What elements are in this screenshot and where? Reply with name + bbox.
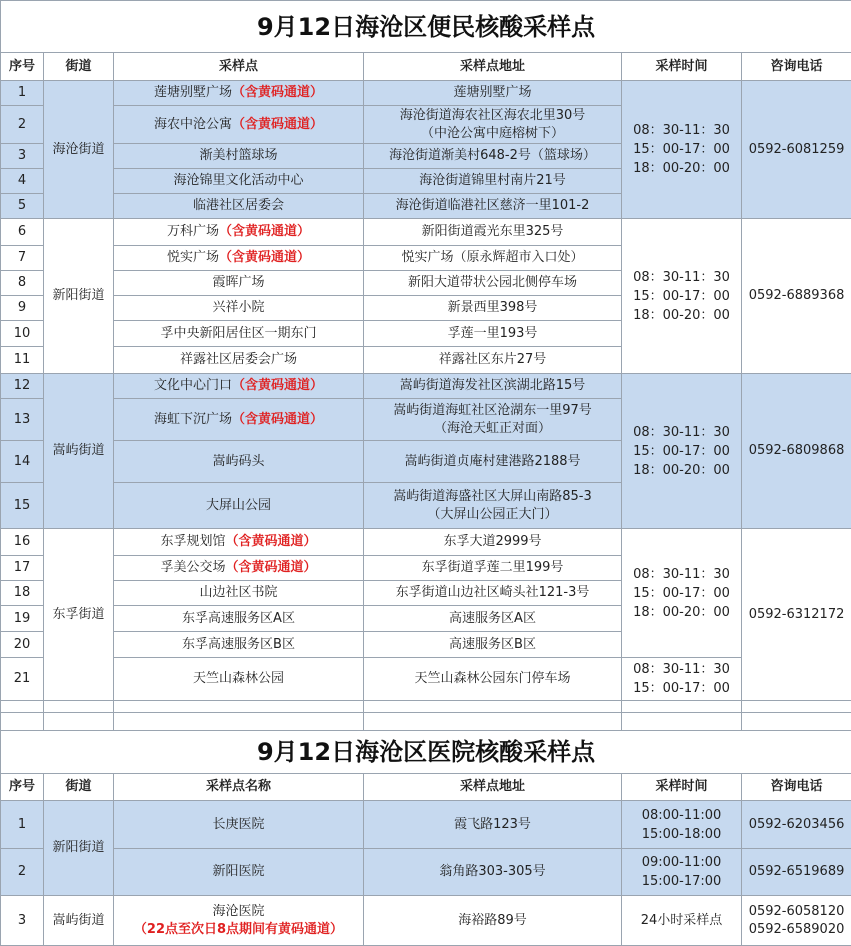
row-number-text: 6 (18, 224, 26, 239)
site-address-text: 海沧街道渐美村648-2号（篮球场） (389, 148, 596, 163)
row-number-text: 13 (14, 412, 31, 427)
sampling-time (622, 219, 742, 374)
row-number-text: 14 (14, 454, 31, 469)
row-number-text: 5 (18, 198, 26, 213)
row-number (1, 271, 44, 296)
street-cell (44, 801, 114, 896)
site-name (114, 219, 364, 246)
site-name-text: 孚中央新阳居住区一期东门 (160, 326, 316, 341)
site-address (364, 169, 622, 194)
site-address-text: 翁角路303-305号 (439, 864, 545, 879)
site-address-text: 祥露社区东片27号 (439, 352, 547, 367)
street-cell (44, 896, 114, 946)
column-header (1, 53, 44, 81)
site-name-text: 天竺山森林公园 (193, 671, 284, 686)
site-name-text: 海沧医院 (212, 904, 264, 919)
row-number-text: 20 (14, 637, 31, 652)
street-cell-text: 东孚街道 (52, 607, 104, 622)
row-number-text: 18 (14, 585, 31, 600)
sampling-time (622, 658, 742, 701)
site-name-text: 海虹下沉广场 (154, 412, 232, 427)
site-address (364, 144, 622, 169)
column-header-text: 街道 (65, 779, 91, 794)
site-address-text: 高速服务区A区 (449, 611, 536, 626)
street-cell (44, 81, 114, 219)
site-address-text: 嵩屿街道贞庵村建港路2188号 (404, 454, 580, 469)
site-address-text: 嵩屿街道海发社区滨湖北路15号 (400, 378, 586, 393)
empty-cell (364, 713, 622, 731)
table-row (1, 658, 851, 701)
column-header-text: 采样点 (219, 59, 258, 74)
site-address (364, 658, 622, 701)
table-title (1, 731, 851, 774)
street-cell-text: 新阳街道 (52, 288, 104, 303)
site-address-text: 天竺山森林公园东门停车场 (414, 671, 570, 686)
site-name (114, 849, 364, 896)
yellow-code-channel-tag: （含黄码通道） (232, 378, 323, 393)
row-number-text: 2 (18, 117, 26, 132)
site-name-text: 山边社区书院 (199, 585, 277, 600)
contact-phone-text: 0592-6081259 (749, 142, 845, 157)
site-name-text: 长庚医院 (212, 817, 264, 832)
empty-cell (44, 701, 114, 713)
table-row (1, 896, 851, 946)
row-number (1, 219, 44, 246)
row-number (1, 849, 44, 896)
column-header-text: 采样点地址 (460, 59, 525, 74)
contact-phone (742, 849, 851, 896)
sampling-time-text: 08:00-11:00 15:00-18:00 (642, 808, 722, 842)
site-address-text: 新阳大道带状公园北侧停车场 (408, 275, 577, 290)
row-number-text: 10 (14, 326, 31, 341)
table-row (1, 529, 851, 556)
column-header (364, 774, 622, 801)
empty-cell (1, 713, 44, 731)
empty-cell (742, 701, 851, 713)
site-address (364, 896, 622, 946)
row-number-text: 9 (18, 300, 26, 315)
yellow-code-channel-tag: （含黄码通道） (219, 250, 310, 265)
column-header-text: 采样时间 (655, 779, 707, 794)
site-address-text: 海沧街道海农社区海农北里30号 （中沧公寓中庭榕树下） (400, 108, 586, 141)
sampling-time-text: 24小时采样点 (641, 913, 723, 928)
contact-phone-text: 0592-6809868 (749, 443, 845, 458)
site-address-text: 东孚街道山边社区崎头社121-3号 (396, 585, 590, 600)
sampling-time-text: 09:00-11:00 15:00-17:00 (642, 855, 722, 889)
site-name-text: 文化中心门口 (154, 378, 232, 393)
column-header-text: 序号 (9, 59, 35, 74)
contact-phone-text: 0592-6312172 (749, 607, 845, 622)
site-name (114, 169, 364, 194)
sampling-time-text: 08：30-11：30 15：00-17：00 18：00-20：00 (633, 123, 730, 176)
empty-cell (44, 713, 114, 731)
row-number-text: 16 (14, 534, 31, 549)
site-name (114, 399, 364, 441)
row-number (1, 246, 44, 271)
site-name (114, 246, 364, 271)
row-number (1, 194, 44, 219)
site-address-text: 海沧街道临港社区慈济一里101-2 (396, 198, 590, 213)
table-row (1, 374, 851, 399)
site-name (114, 144, 364, 169)
column-header (114, 774, 364, 801)
row-number-text: 21 (14, 671, 31, 686)
sampling-time-text: 08：30-11：30 15：00-17：00 18：00-20：00 (633, 270, 730, 323)
column-header (742, 774, 851, 801)
street-cell-text: 嵩屿街道 (52, 913, 104, 928)
site-name-text: 万科广场 (167, 224, 219, 239)
row-number-text: 3 (18, 148, 26, 163)
row-number-text: 17 (14, 560, 31, 575)
row-number-text: 12 (14, 378, 31, 393)
sampling-time (622, 849, 742, 896)
column-header (364, 53, 622, 81)
row-number (1, 658, 44, 701)
row-number (1, 374, 44, 399)
site-name (114, 347, 364, 374)
sampling-time-text: 08：30-11：30 15：00-17：00 (633, 662, 730, 696)
column-header (44, 774, 114, 801)
sampling-time (622, 896, 742, 946)
contact-phone-text: 0592-6203456 (749, 817, 845, 832)
row-number-text: 7 (18, 250, 26, 265)
site-address (364, 81, 622, 106)
contact-phone (742, 81, 851, 219)
row-number (1, 321, 44, 347)
site-name-text: 海农中沧公寓 (154, 117, 232, 132)
site-address (364, 321, 622, 347)
row-number-text: 11 (14, 352, 31, 367)
site-address (364, 556, 622, 581)
table-row (1, 713, 851, 731)
row-number (1, 801, 44, 849)
column-header (114, 53, 364, 81)
site-name (114, 801, 364, 849)
site-address (364, 632, 622, 658)
yellow-code-channel-tag: （含黄码通道） (232, 117, 323, 132)
empty-cell (622, 701, 742, 713)
row-number (1, 347, 44, 374)
column-header-text: 序号 (9, 779, 35, 794)
site-name (114, 581, 364, 606)
empty-cell (742, 713, 851, 731)
site-name-text: 霞晖广场 (212, 275, 264, 290)
contact-phone-text: 0592-6519689 (749, 864, 845, 879)
table-row (1, 774, 851, 801)
row-number-text: 1 (18, 85, 26, 100)
site-name-text: 莲塘别墅广场 (154, 85, 232, 100)
row-number (1, 529, 44, 556)
sampling-time (622, 529, 742, 658)
row-number (1, 632, 44, 658)
empty-cell (622, 713, 742, 731)
contact-phone (742, 801, 851, 849)
table-row (1, 849, 851, 896)
column-header-text: 咨询电话 (771, 779, 823, 794)
site-name-text: 东孚高速服务区B区 (182, 637, 295, 652)
contact-phone (742, 529, 851, 701)
row-number (1, 106, 44, 144)
site-address (364, 529, 622, 556)
yellow-code-channel-tag: （含黄码通道） (226, 534, 317, 549)
table-title (1, 1, 851, 53)
site-name-text: 新阳医院 (212, 864, 264, 879)
sampling-time-text: 08：30-11：30 15：00-17：00 18：00-20：00 (633, 425, 730, 478)
site-name (114, 606, 364, 632)
row-number-text: 19 (14, 611, 31, 626)
yellow-code-channel-tag: （含黄码通道） (226, 560, 317, 575)
street-cell-text: 海沧街道 (52, 142, 104, 157)
table-row (1, 219, 851, 246)
site-name-text: 兴祥小院 (212, 300, 264, 315)
column-header-text: 采样时间 (655, 59, 707, 74)
site-address (364, 106, 622, 144)
row-number (1, 296, 44, 321)
site-address (364, 296, 622, 321)
yellow-code-channel-tag: （22点至次日8点期间有黄码通道） (134, 922, 343, 937)
yellow-code-channel-tag: （含黄码通道） (219, 224, 310, 239)
row-number (1, 581, 44, 606)
site-name (114, 271, 364, 296)
site-name-text: 临港社区居委会 (193, 198, 284, 213)
site-address-text: 嵩屿街道海盛社区大屏山南路85-3 （大屏山公园正大门） (393, 489, 592, 522)
column-header-text: 采样点名称 (206, 779, 271, 794)
site-address-text: 孚莲一里193号 (448, 326, 538, 341)
site-name (114, 658, 364, 701)
table-row (1, 81, 851, 106)
row-number-text: 3 (18, 913, 26, 928)
site-address (364, 483, 622, 529)
site-name-text: 大屏山公园 (206, 498, 271, 513)
row-number-text: 2 (18, 864, 26, 879)
site-address-text: 莲塘别墅广场 (453, 85, 531, 100)
site-address-text: 高速服务区B区 (449, 637, 536, 652)
contact-phone-text: 0592-6058120 0592-6589020 (749, 904, 845, 937)
site-name (114, 321, 364, 347)
sampling-time (622, 81, 742, 219)
row-number (1, 144, 44, 169)
site-address-text: 霞飞路123号 (454, 817, 531, 832)
site-address (364, 581, 622, 606)
site-name (114, 81, 364, 106)
table-row (1, 731, 851, 774)
site-address (364, 399, 622, 441)
site-address-text: 新阳街道霞光东里325号 (422, 224, 564, 239)
site-name (114, 529, 364, 556)
column-header-text: 咨询电话 (771, 59, 823, 74)
contact-phone (742, 219, 851, 374)
site-address-text: 悦实广场（原永辉超市入口处） (401, 250, 583, 265)
table-row (1, 53, 851, 81)
site-address-text: 新景西里398号 (448, 300, 538, 315)
row-number (1, 483, 44, 529)
site-address (364, 801, 622, 849)
contact-phone (742, 374, 851, 529)
row-number-text: 8 (18, 275, 26, 290)
table-row (1, 701, 851, 713)
row-number (1, 556, 44, 581)
street-cell-text: 新阳街道 (52, 840, 104, 855)
site-address-text: 东孚大道2999号 (443, 534, 541, 549)
site-address-text: 海裕路89号 (458, 913, 527, 928)
table-row (1, 1, 851, 53)
site-address (364, 374, 622, 399)
yellow-code-channel-tag: （含黄码通道） (232, 412, 323, 427)
site-name (114, 896, 364, 946)
sampling-time-text: 08：30-11：30 15：00-17：00 18：00-20：00 (633, 567, 730, 620)
site-name-text: 渐美村篮球场 (199, 148, 277, 163)
site-name (114, 483, 364, 529)
site-name (114, 441, 364, 483)
site-name-text: 嵩屿码头 (212, 454, 264, 469)
row-number (1, 81, 44, 106)
street-cell (44, 374, 114, 529)
site-name (114, 632, 364, 658)
table-title-text: 9月12日海沧区医院核酸采样点 (257, 738, 595, 766)
site-name (114, 296, 364, 321)
table-title-text: 9月12日海沧区便民核酸采样点 (257, 13, 595, 41)
empty-cell (114, 713, 364, 731)
site-name-text: 悦实广场 (167, 250, 219, 265)
empty-cell (114, 701, 364, 713)
site-name-text: 海沧锦里文化活动中心 (173, 173, 303, 188)
site-address (364, 606, 622, 632)
site-name-text: 祥露社区居委会广场 (180, 352, 297, 367)
yellow-code-channel-tag: （含黄码通道） (232, 85, 323, 100)
site-name-text: 孚美公交场 (160, 560, 225, 575)
empty-cell (1, 701, 44, 713)
site-address (364, 849, 622, 896)
site-address (364, 246, 622, 271)
row-number-text: 1 (18, 817, 26, 832)
column-header-text: 采样点地址 (460, 779, 525, 794)
column-header (1, 774, 44, 801)
contact-phone (742, 896, 851, 946)
row-number (1, 606, 44, 632)
site-name (114, 556, 364, 581)
site-name (114, 194, 364, 219)
row-number-text: 4 (18, 173, 26, 188)
site-address-text: 海沧街道锦里村南片21号 (419, 173, 566, 188)
site-name-text: 东孚规划馆 (160, 534, 225, 549)
site-address (364, 347, 622, 374)
site-address-text: 嵩屿街道海虹社区沧湖东一里97号 （海沧天虹正对面） (393, 403, 592, 436)
site-address (364, 219, 622, 246)
column-header (622, 774, 742, 801)
row-number-text: 15 (14, 498, 31, 513)
site-address-text: 东孚街道孚莲二里199号 (422, 560, 564, 575)
empty-cell (364, 701, 622, 713)
site-name-text: 东孚高速服务区A区 (182, 611, 295, 626)
site-address (364, 271, 622, 296)
column-header (742, 53, 851, 81)
column-header (622, 53, 742, 81)
row-number (1, 896, 44, 946)
site-name (114, 374, 364, 399)
row-number (1, 441, 44, 483)
street-cell-text: 嵩屿街道 (52, 443, 104, 458)
street-cell (44, 529, 114, 701)
row-number (1, 169, 44, 194)
street-cell (44, 219, 114, 374)
table-row (1, 801, 851, 849)
site-address (364, 441, 622, 483)
site-name (114, 106, 364, 144)
contact-phone-text: 0592-6889368 (749, 288, 845, 303)
sampling-time (622, 801, 742, 849)
sampling-time (622, 374, 742, 529)
column-header-text: 街道 (65, 59, 91, 74)
site-address (364, 194, 622, 219)
column-header (44, 53, 114, 81)
row-number (1, 399, 44, 441)
